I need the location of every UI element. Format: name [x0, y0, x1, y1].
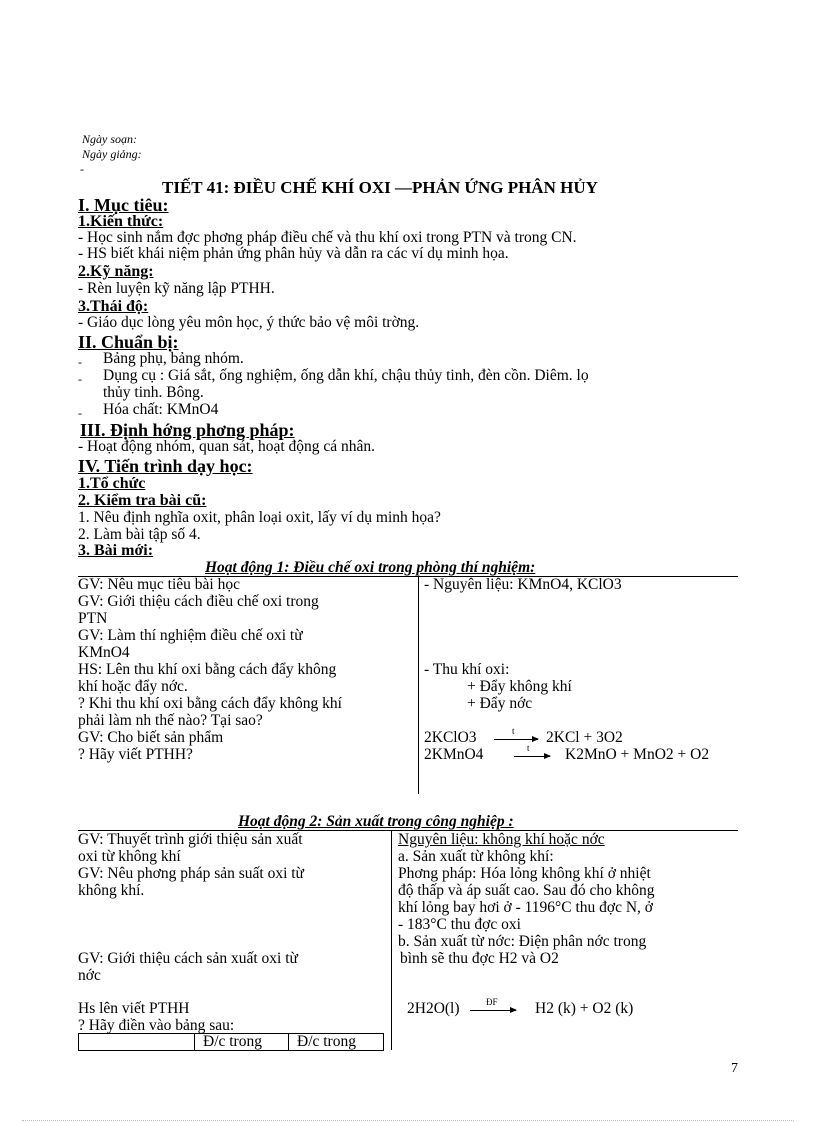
activity-2-divider [391, 830, 392, 1050]
bullet-mark: - [78, 372, 82, 386]
act1-left-line: GV: Làm thí nghiệm điều chế oxi từ [78, 627, 303, 644]
dash-mark: - [80, 162, 84, 176]
eq2-heat-label: t [527, 743, 530, 753]
prep-item-1: Bảng phụ, bảng nhóm. [103, 350, 244, 367]
act2-left-line: nớc [78, 967, 101, 984]
date-teach: Ngày giảng: [82, 147, 142, 161]
attitude-line: - Giáo dục lòng yêu môn học, ý thức bảo vệ môi trờng. [78, 314, 420, 331]
activity-1-divider [418, 576, 419, 794]
act1-collect-air: + Đẩy không khí [467, 678, 572, 695]
knowledge-line-2: - HS biết khái niệm phản ứng phân hủy và dẫn ra các ví dụ minh họa. [78, 245, 509, 262]
review-heading: 2. Kiểm tra bài cũ: [78, 492, 207, 509]
attitude-heading: 3.Thái độ: [78, 298, 149, 315]
act2-right-line: bình sẽ thu đợc H2 và O2 [400, 950, 559, 967]
eq1-products: 2KCl + 3O2 [546, 729, 623, 746]
act1-left-line: ? Khi thu khí oxi bằng cách đẩy không khí [78, 695, 342, 712]
eq1-heat-label: t [512, 726, 515, 736]
activity-1-heading: Hoạt động 1: Điều chế oxi trong phòng thí nghiệm: [205, 559, 536, 576]
act2-left-line: GV: Giới thiệu cách sản xuất oxi từ [78, 950, 298, 967]
page-bottom-rule [22, 1120, 794, 1121]
act2-right-line: b. Sản xuất từ nớc: Điện phân nớc trong [398, 933, 647, 950]
act2-left-line: ? Hãy điền vào bảng sau: [78, 1017, 235, 1034]
act2-left-line: không khí. [78, 882, 145, 899]
eq1-reactants: 2KClO3 [424, 729, 477, 746]
comparison-table [78, 1033, 384, 1051]
act2-right-line: a. Sản xuất từ không khí: [398, 848, 554, 865]
act1-material: - Nguyên liệu: KMnO4, KClO3 [424, 576, 622, 593]
section-1-heading: I. Mục tiêu: [78, 195, 169, 215]
prep-item-2b: thủy tinh. Bông. [103, 384, 204, 401]
eq3-products: H2 (k) + O2 (k) [535, 1000, 634, 1017]
review-question-2: 2. Làm bài tập số 4. [78, 526, 201, 543]
act2-material: Nguyên liệu: không khí hoặc nớc [398, 831, 605, 848]
act1-left-line: phải làm nh thế nào? Tại sao? [78, 712, 263, 729]
prep-item-2a: Dụng cụ : Giá sắt, ống nghiệm, ống dẫn khí, chậu thủy tinh, đèn cồn. Diêm. lọ [103, 367, 589, 384]
act1-left-line: PTN [78, 610, 108, 627]
act1-left-line: khí hoặc đẩy nớc. [78, 678, 188, 695]
act1-left-line: ? Hãy viết PTHH? [78, 746, 193, 763]
act1-left-line: HS: Lên thu khí oxi bằng cách đẩy không [78, 661, 337, 678]
eq1-arrow [494, 739, 538, 740]
eq3-arrow [470, 1010, 516, 1011]
act2-right-line: - 183°C thu đợc oxi [398, 916, 521, 933]
act2-right-line: Phơng pháp: Hóa lỏng không khí ở nhiệt [398, 865, 651, 882]
table-header-2: Đ/c trong [297, 1033, 356, 1050]
act2-right-line: khí lỏng bay hơi ở - 1196°C thu đợc N, ở [398, 899, 653, 916]
new-lesson-heading: 3. Bài mới: [78, 542, 154, 559]
review-question-1: 1. Nêu định nghĩa oxit, phân loại oxit, lấy ví dụ minh họa? [78, 509, 441, 526]
table-header-1: Đ/c trong [203, 1033, 262, 1050]
eq2-arrow [514, 756, 550, 757]
act1-left-line: GV: Nêu mục tiêu bài học [78, 576, 240, 593]
table-divider [194, 1034, 195, 1051]
method-line: - Hoạt động nhóm, quan sát, hoạt động cá nhân. [78, 438, 376, 455]
section-2-heading: II. Chuẩn bị: [78, 332, 179, 352]
page-number: 7 [731, 1061, 738, 1076]
table-divider [288, 1034, 289, 1051]
eq3-reactants: 2H2O(l) [407, 1000, 460, 1017]
act2-left-line: Hs lên viết PTHH [78, 1000, 190, 1017]
activity-2-heading: Hoạt động 2: Sản xuất trong công nghiệp : [238, 813, 514, 830]
eq2-products: K2MnO + MnO2 + O2 [565, 746, 710, 763]
knowledge-heading: 1.Kiến thức: [78, 213, 164, 230]
act1-left-line: KMnO4 [78, 644, 130, 661]
eq2-reactants: 2KMnO4 [424, 746, 484, 763]
skills-heading: 2.Kỹ năng: [78, 263, 154, 280]
act2-left-line: GV: Thuyết trình giới thiệu sản xuất [78, 831, 303, 848]
act2-left-line: oxi từ không khí [78, 848, 181, 865]
act2-right-line: độ thấp và áp suất cao. Sau đó cho không [398, 882, 655, 899]
knowledge-line-1: - Học sinh nắm đợc phơng pháp điều chế và thu khí oxi trong PTN và trong CN. [78, 229, 577, 246]
act2-left-line: GV: Nêu phơng pháp sản suất oxi từ [78, 865, 304, 882]
page-title: TIẾT 41: ĐIỀU CHẾ KHÍ OXI —PHẢN ỨNG PHÂN HỦY [162, 178, 598, 197]
act1-left-line: GV: Giới thiệu cách điều chế oxi trong [78, 593, 319, 610]
act1-collect-water: + Đẩy nớc [467, 695, 533, 712]
bullet-mark: - [78, 355, 82, 369]
eq3-electrolysis-label: ĐF [486, 997, 498, 1007]
act1-collect: - Thu khí oxi: [424, 661, 510, 678]
act1-left-line: GV: Cho biết sản phẩm [78, 729, 224, 746]
skills-line: - Rèn luyện kỹ năng lập PTHH. [78, 280, 275, 297]
section-4-heading: IV. Tiến trình dạy học: [78, 456, 253, 476]
section-3-heading: III. Định hớng phơng pháp: [80, 420, 295, 440]
bullet-mark: - [78, 406, 82, 420]
date-prepare: Ngày soạn: [82, 132, 137, 146]
organization-heading: 1.Tổ chức [78, 475, 146, 492]
prep-item-3: Hóa chất: KMnO4 [103, 401, 219, 418]
